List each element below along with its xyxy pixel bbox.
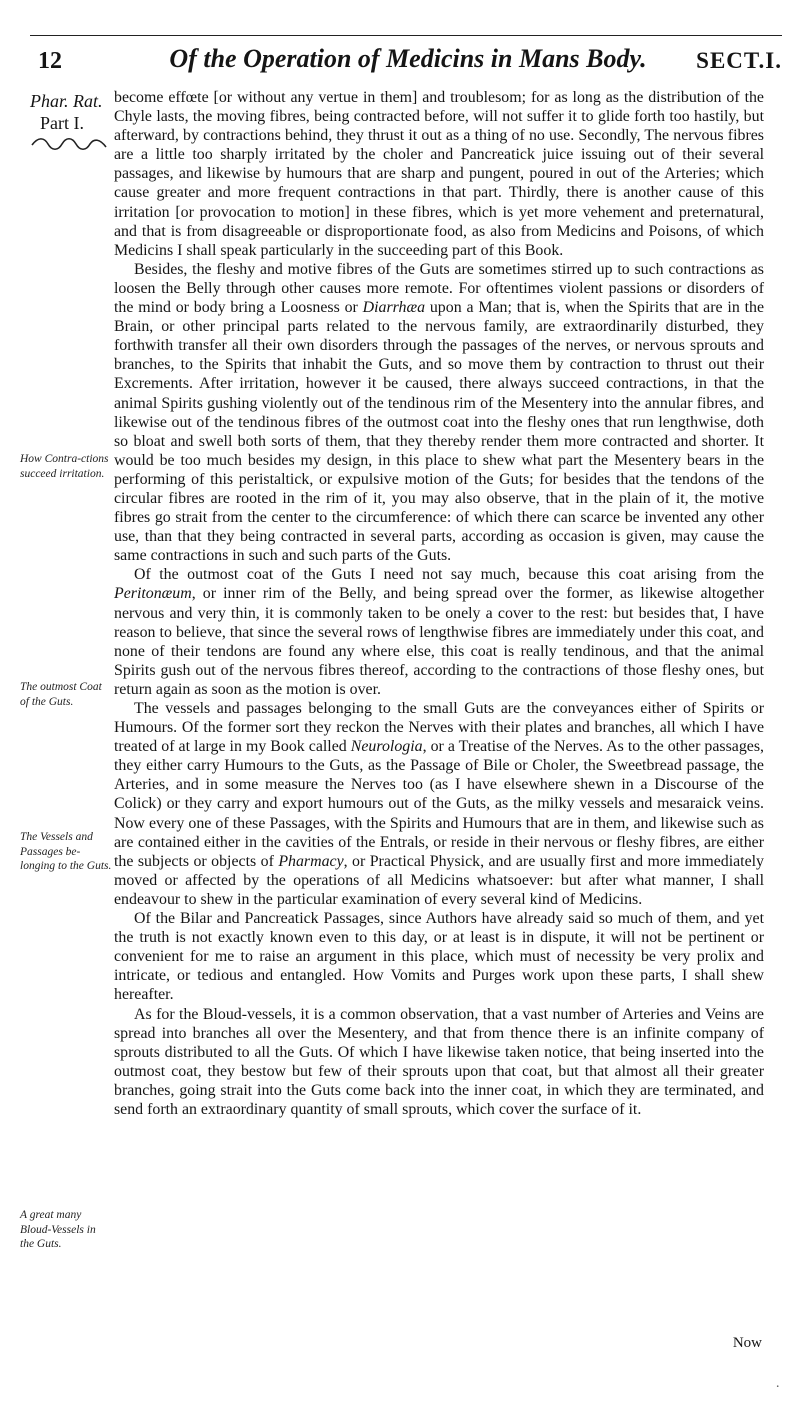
margin-note-contractions: How Contra-ctions succeed irritation. bbox=[20, 453, 109, 480]
paragraph-4: The vessels and passages belonging to the small Guts are the conveyances either of Spirits or Humours. Of the former sort they reckon the Nerves with their plates and branches, all which I have treated of at large in my Book called Neurologia, or a Treatise of the Nerves. As to the other passages, they either carry Humours to the Guts, as the Passage of Bile or Choler, the Sweetbread passage, the Arteries, and in some measure the Nerves too (as I have elsewhere shewn in a Discourse of the Colick) or they carry and export humours out of the Guts, as the milky vessels and mesaraick veins. Now every one of these Passages, with the Spirits and Humours that are in them, and likewise such as are contained either in the cavities of the Entrals, or reside in their nervous or fleshy fibres, are either the subjects or objects of Pharmacy, or Practical Physick, and are usually first and more immediately moved or affected by the operations of all Medicins whatsoever: but after what manner, I shall endeavour to shew in the particular examination of every several kind of Medicins. bbox=[114, 700, 765, 908]
side-reference bbox=[30, 90, 110, 134]
margin-note-bloud-vessels: A great many Bloud-Vessels in the Guts. bbox=[20, 1209, 96, 1250]
flourish-ornament-icon bbox=[30, 135, 108, 153]
paragraph-1: become effœte [or without any vertue in them] and troublesom; for as long as the distribution of the Chyle lasts, the moving fibres, being contracted before, will not suffer it to glide forth too hastily, but afterward, by contractions behind, they thrust it out as a thing of no use. Secondly, The nervous fibres are a little too sharply irritated by the choler and Pancreatick juice issuing out of their several passages, and likewise by humours that are sharp and pungent, poured in out of the Arteries; which cause greater and more frequent contractions in that part. Thirdly, there is another cause of this irritation [or provocation to motion] in these fibres, which is yet more vehement and preternatural, and that is from disagreeable or disproportionate food, as also from Medicins and Poisons, of which Medicins I shall speak particularly in the succeeding part of this Book. bbox=[114, 89, 764, 259]
side-reference-line-1: Phar. Rat. bbox=[30, 91, 103, 111]
section-label: SECT.I. bbox=[696, 48, 782, 73]
header-rule bbox=[30, 35, 782, 36]
page-number: 12 bbox=[38, 48, 62, 74]
paragraph-3: Of the outmost coat of the Guts I need not say much, because this coat arising from the Peritonæum, or inner rim of the Belly, and being spread over the former, as likewise altogether nervous and very thin, it is commonly taken to be onely a cover to the rest: but besides that, I have reason to believe, that since the several rows of lengthwise fibres are immediately under this coat, and none of their tendons are found any where else, this coat is really tendinous, and that the animal Spirits gush out of the nervous fibres thereof, according to the contractions of those fleshy ones, but return again as soon as the motion is over. bbox=[114, 566, 764, 698]
running-title: Of the Operation of Medicins in Mans Body. bbox=[169, 44, 647, 73]
paragraph-6: As for the Bloud-vessels, it is a common observation, that a vast number of Arteries and Veins are spread into branches all over the Mesentery, and that from thence there is an infinite company of sprouts distributed to all the Guts. Of which I have likewise taken notice, that being inserted into the outmost coat, they bestow but few of their sprouts upon that coat, but that almost all their greater branches, going strait into the Guts come back into the inner coat, in which they are terminated, and send forth an extraordinary quantity of small sprouts, which cover the surface of it. bbox=[114, 1005, 764, 1118]
side-reference-line-2: Part I. bbox=[40, 113, 84, 133]
margin-note-outmost-coat: The outmost Coat of the Guts. bbox=[20, 681, 102, 708]
corner-mark: · bbox=[775, 1380, 780, 1395]
body-text bbox=[114, 88, 764, 1119]
paragraph-2: Besides, the fleshy and motive fibres of the Guts are sometimes stirred up to such contractions as loosen the Belly through other causes more remote. For oftentimes violent passions or disorders of the mind or body bring a Loosness or Diarrhæa upon a Man; that is, when the Spirits that are in the Brain, or other principal parts related to the nervous family, are extraordinarily disturbed, they forthwith transfer all their own disorders through the passages of the nerves, or nervous sprouts and branches, to the Spirits that inhabit the Guts, and so move them by contraction to thrust out their Excrements. After irritation, however it be caused, there always succeed contractions, in that the animal Spirits gushing violently out of the tendinous rim of the Mesentery into the annular fibres, and likewise out of the tendinous fibres of the outmost coat into the fleshy ones that run lengthwise, doth so bloat and swell both sorts of them, that they thereby render them more contracted and shorter. It would be too much besides my design, in this place to shew what part the Mesentery bears in the performing of this peristaltick, or expulsive motion of the Guts; for besides that the tendons of the circular fibres are rooted in the rim of it, you may also observe, that in the plain of it, the motive fibres go strait from the center to the circumference: of which there can scarce be invented any other use, than that they being contracted in several parts, according as occasion is given, may cause the same contractions in such and such parts of the Guts. bbox=[114, 260, 764, 565]
page-header bbox=[30, 40, 786, 80]
margin-note-vessels: The Vessels and Passages be-longing to the Guts. bbox=[20, 831, 112, 872]
catchword: Now bbox=[732, 1335, 762, 1351]
paragraph-5: Of the Bilar and Pancreatick Passages, since Authors have already said so much of them, and yet the truth is not exactly known even to this day, or at least is in dispute, it will not be pertinent or convenient for me to raise an argument in this place, which must of necessity be very prolix and intricate, or tedious and entangled. How Vomits and Purges work upon these parts, I shall shew hereafter. bbox=[114, 910, 764, 1004]
